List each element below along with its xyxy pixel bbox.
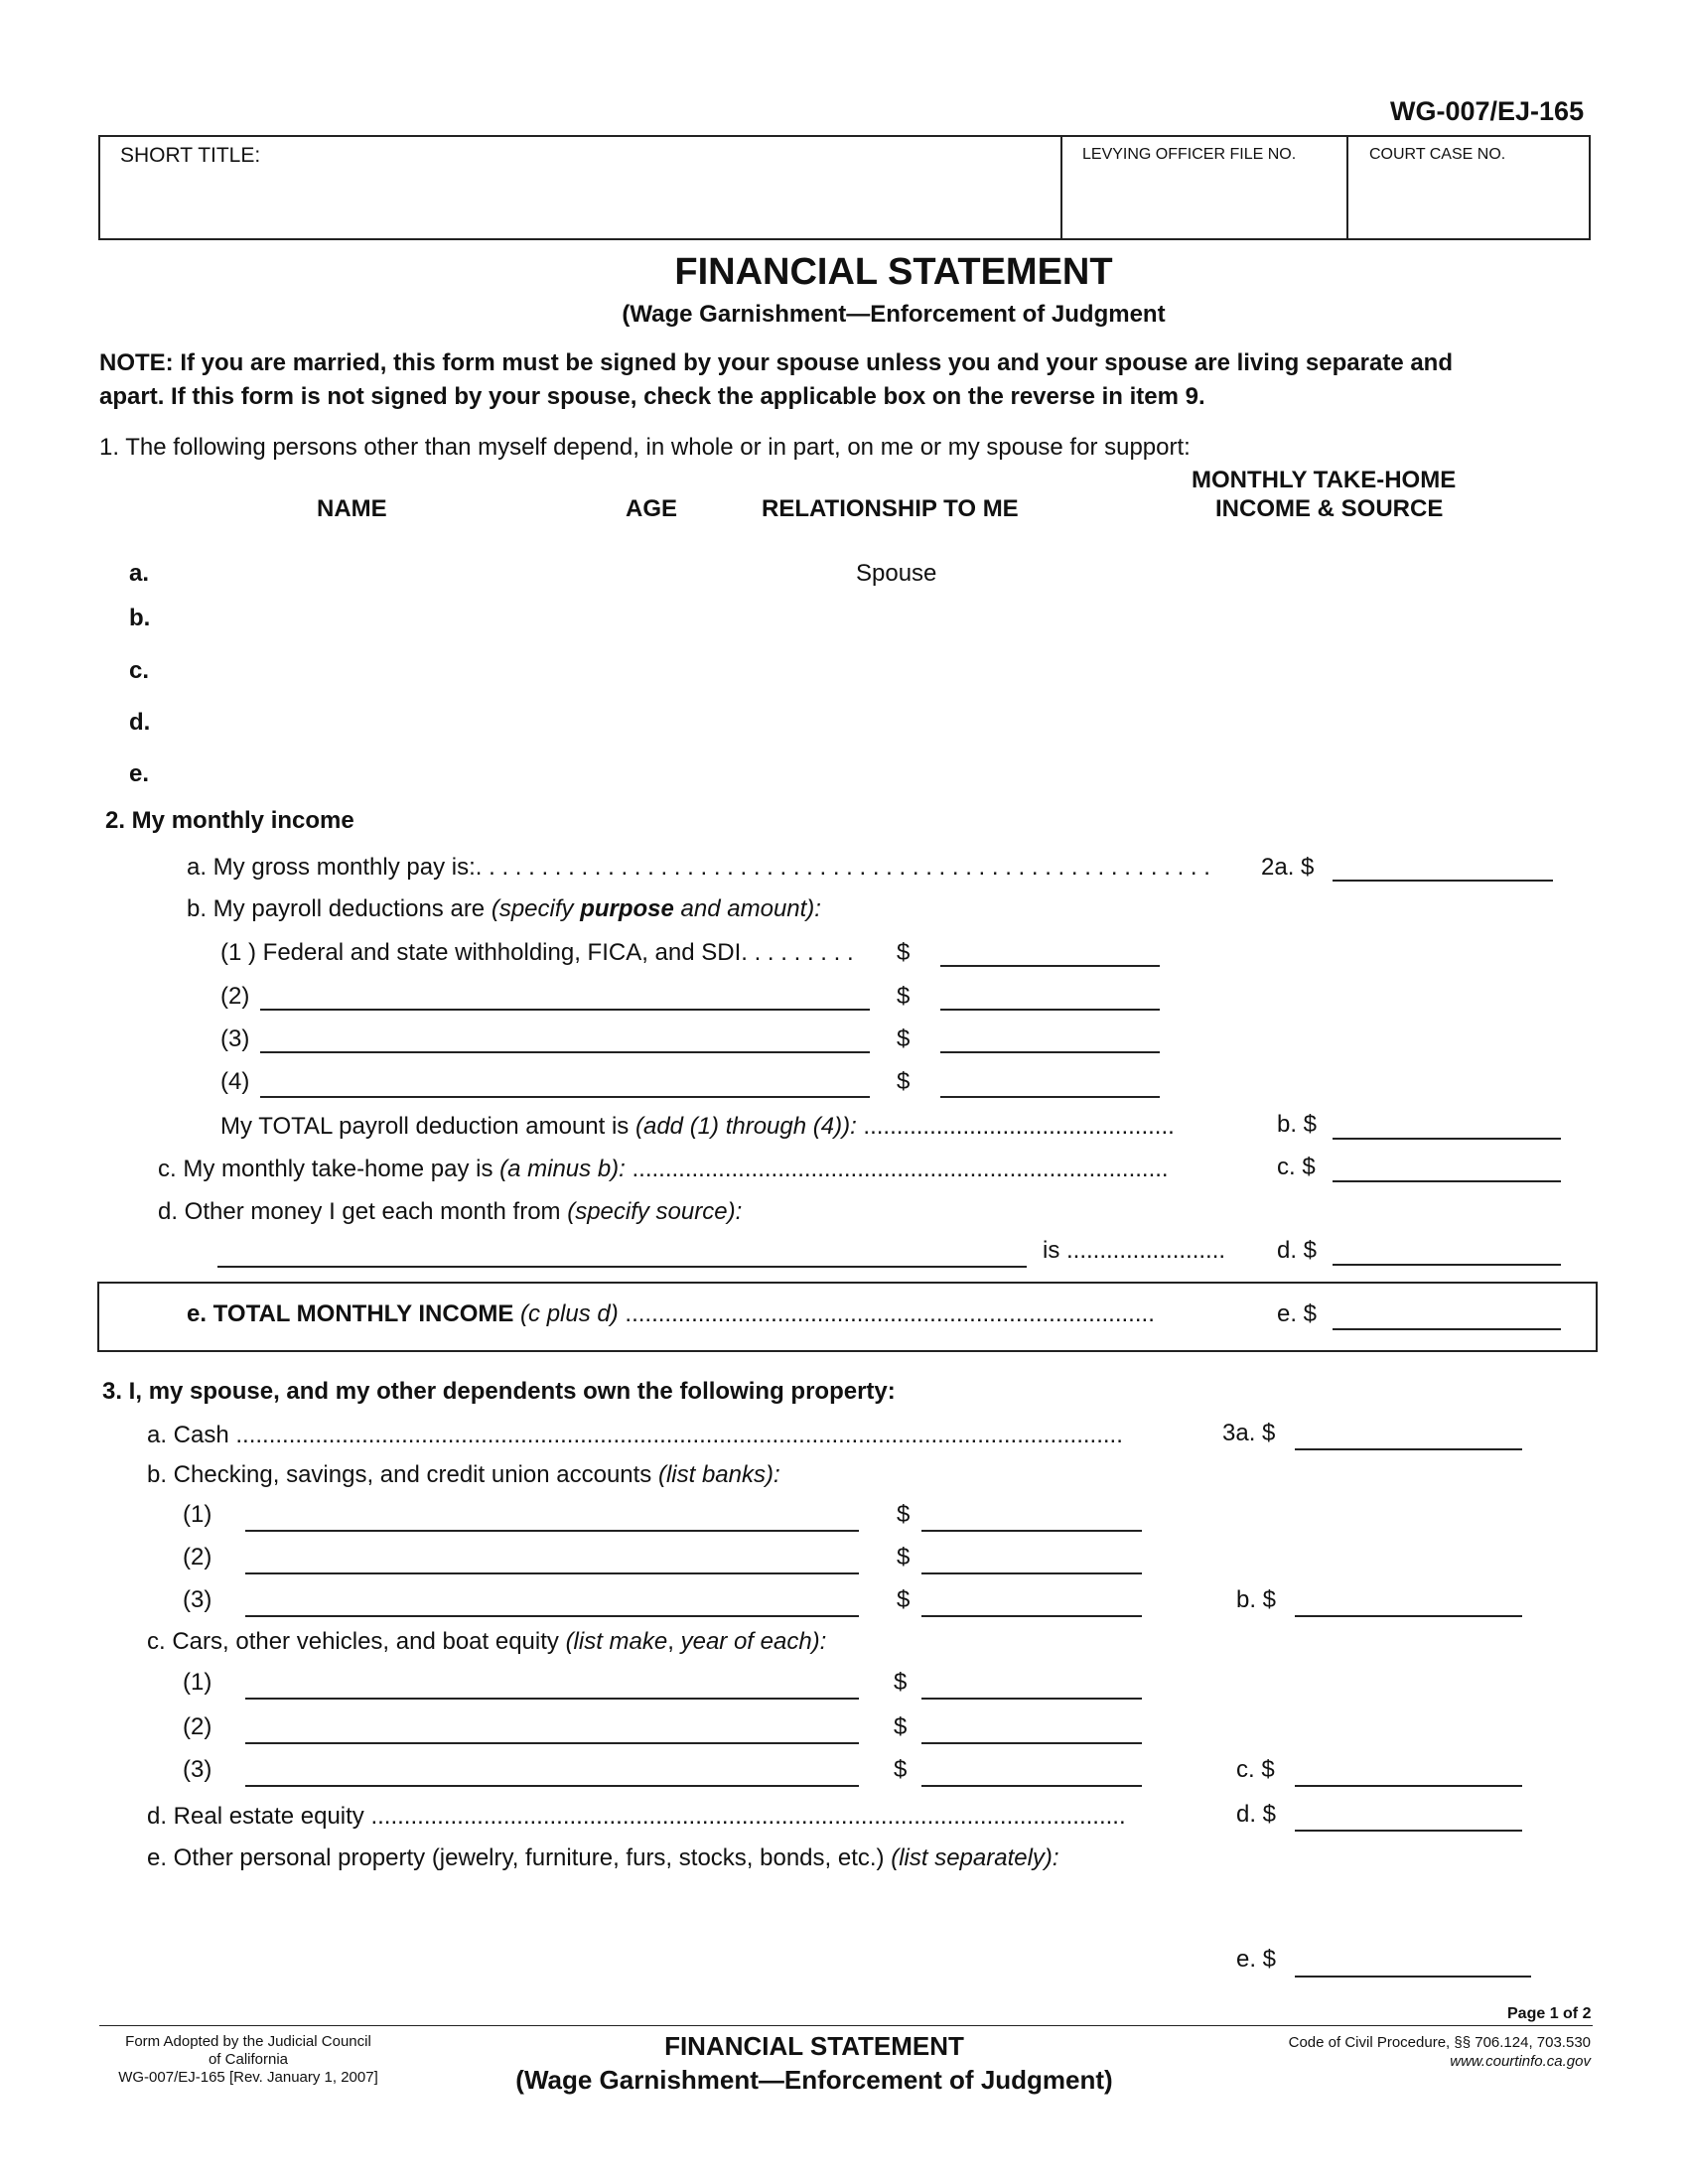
deduction-2-amount[interactable]: [940, 1009, 1160, 1011]
account-2-amount[interactable]: [921, 1572, 1142, 1574]
deduction-2-label: (2): [220, 983, 250, 1010]
page-number: Page 1 of 2: [1507, 2005, 1592, 2022]
accounts-total-ref: b. $: [1236, 1586, 1277, 1613]
total-deduction-label: My TOTAL payroll deduction amount is (add (1) through (4)): ...............................................: [220, 1113, 1175, 1140]
col-income-line1: MONTHLY TAKE-HOME: [1192, 467, 1457, 493]
levying-officer-label: LEVYING OFFICER FILE NO.: [1082, 146, 1297, 163]
other-money-field[interactable]: [1333, 1264, 1561, 1266]
take-home-label: c. My monthly take-home pay is (a minus b): .................................................................................: [158, 1156, 1169, 1182]
accounts-total-field[interactable]: [1295, 1615, 1522, 1617]
account-3-bank[interactable]: [245, 1615, 859, 1617]
short-title-label: SHORT TITLE:: [120, 144, 261, 167]
dependent-letter: a.: [129, 560, 150, 587]
dollar-sign: $: [897, 1501, 911, 1528]
real-estate-field[interactable]: [1295, 1830, 1522, 1832]
vehicles-total-field[interactable]: [1295, 1785, 1522, 1787]
account-2-bank[interactable]: [245, 1572, 859, 1574]
take-home-field[interactable]: [1333, 1180, 1561, 1182]
item1-text: 1. The following persons other than myself depend, in whole or in part, on me or my spouse for support:: [99, 434, 1191, 461]
dependent-letter: e.: [129, 760, 150, 787]
col-relationship: RELATIONSHIP TO ME: [762, 495, 1019, 522]
caption-divider: [1346, 135, 1348, 240]
footer-code: Code of Civil Procedure, §§ 706.124, 703.530: [1288, 2034, 1591, 2051]
deduction-2-purpose[interactable]: [260, 1009, 870, 1011]
court-case-field[interactable]: [1356, 171, 1583, 234]
vehicle-1-amount[interactable]: [921, 1698, 1142, 1700]
short-title-field[interactable]: [109, 171, 1053, 234]
real-estate-label: d. Real estate equity ..................................................................................................................: [147, 1803, 1126, 1830]
dollar-sign: $: [897, 939, 911, 966]
deduction-3-label: (3): [220, 1025, 250, 1052]
total-income-field[interactable]: [1333, 1328, 1561, 1330]
caption-divider: [1060, 135, 1062, 240]
vehicles-label: c. Cars, other vehicles, and boat equity (list make, year of each):: [147, 1628, 827, 1655]
vehicle-2-amount[interactable]: [921, 1742, 1142, 1744]
personal-property-field[interactable]: [1295, 1976, 1531, 1978]
vehicle-3-amount[interactable]: [921, 1785, 1142, 1787]
deduction-3-purpose[interactable]: [260, 1051, 870, 1053]
payroll-deductions-label: b. My payroll deductions are (specify purpose and amount):: [187, 895, 821, 922]
total-income-ref: e. $: [1277, 1300, 1318, 1327]
item2-heading: 2. My monthly income: [105, 807, 354, 834]
other-money-ref: d. $: [1277, 1237, 1318, 1264]
footer-title: FINANCIAL STATEMENT: [664, 2031, 964, 2061]
note-line: NOTE: If you are married, this form must be signed by your spouse unless you and your spouse are living separate and: [99, 349, 1453, 376]
gross-pay-field[interactable]: [1333, 880, 1553, 882]
gross-pay-ref: 2a. $: [1261, 854, 1315, 881]
vehicle-2-number: (2): [183, 1713, 212, 1740]
dependent-letter: d.: [129, 709, 151, 736]
deduction-1-amount[interactable]: [940, 965, 1160, 967]
dollar-sign: $: [897, 1025, 911, 1052]
dollar-sign: $: [897, 1586, 911, 1613]
court-case-label: COURT CASE NO.: [1369, 146, 1506, 163]
account-1-amount[interactable]: [921, 1530, 1142, 1532]
accounts-label: b. Checking, savings, and credit union accounts (list banks):: [147, 1461, 780, 1488]
other-money-source[interactable]: [217, 1266, 1027, 1268]
personal-property-label: e. Other personal property (jewelry, furniture, furs, stocks, bonds, etc.) (list separately):: [147, 1844, 1059, 1871]
cash-ref: 3a. $: [1222, 1420, 1276, 1446]
vehicle-3-number: (3): [183, 1756, 212, 1783]
col-income-line2: INCOME & SOURCE: [1215, 495, 1444, 522]
vehicle-2-description[interactable]: [245, 1742, 859, 1744]
dollar-sign: $: [894, 1713, 908, 1740]
note-line: apart. If this form is not signed by your spouse, check the applicable box on the reverse in item 9.: [99, 383, 1205, 410]
account-3-amount[interactable]: [921, 1615, 1142, 1617]
dollar-sign: $: [894, 1756, 908, 1783]
deduction-1-label: (1 ) Federal and state withholding, FICA, and SDI. . . . . . . . .: [220, 939, 854, 966]
other-money-label: d. Other money I get each month from (specify source):: [158, 1198, 743, 1225]
footer-rule: [99, 2025, 1593, 2026]
account-1-number: (1): [183, 1501, 212, 1528]
dependent-letter: c.: [129, 657, 150, 684]
cash-field[interactable]: [1295, 1448, 1522, 1450]
dollar-sign: $: [897, 1068, 911, 1095]
personal-property-ref: e. $: [1236, 1946, 1277, 1973]
vehicle-1-number: (1): [183, 1669, 212, 1696]
dependent-relationship: Spouse: [856, 560, 937, 587]
vehicle-3-description[interactable]: [245, 1785, 859, 1787]
dollar-sign: $: [897, 983, 911, 1010]
deduction-4-amount[interactable]: [940, 1096, 1160, 1098]
cash-label: a. Cash ......................................................................................................................................: [147, 1422, 1123, 1448]
levying-officer-field[interactable]: [1070, 171, 1338, 234]
footer-subtitle: (Wage Garnishment—Enforcement of Judgment): [515, 2065, 1113, 2095]
account-2-number: (2): [183, 1544, 212, 1570]
total-deduction-ref: b. $: [1277, 1111, 1318, 1138]
form-subtitle: (Wage Garnishment—Enforcement of Judgment: [622, 301, 1166, 328]
form-title: FINANCIAL STATEMENT: [674, 251, 1113, 293]
dependent-letter: b.: [129, 605, 151, 631]
footer-adopted: Form Adopted by the Judicial Council of California WG-007/EJ-165 [Rev. January 1, 2007]: [118, 2033, 378, 2086]
deduction-4-purpose[interactable]: [260, 1096, 870, 1098]
col-name: NAME: [317, 495, 387, 522]
take-home-ref: c. $: [1277, 1154, 1316, 1180]
dollar-sign: $: [897, 1544, 911, 1570]
total-income-label: e. TOTAL MONTHLY INCOME (c plus d) ................................................................................: [187, 1300, 1155, 1327]
real-estate-ref: d. $: [1236, 1801, 1277, 1828]
dollar-sign: $: [894, 1669, 908, 1696]
col-age: AGE: [626, 495, 678, 522]
vehicle-1-description[interactable]: [245, 1698, 859, 1700]
total-deduction-field[interactable]: [1333, 1138, 1561, 1140]
account-1-bank[interactable]: [245, 1530, 859, 1532]
gross-pay-label: a. My gross monthly pay is:. . . . . . . . . . . . . . . . . . . . . . . . . . . . . . . . . . . . . . . . . . . . . . . . . . . . . . . .: [187, 854, 1210, 881]
form-number: WG-007/EJ-165: [1390, 96, 1585, 126]
footer-website[interactable]: www.courtinfo.ca.gov: [1450, 2053, 1591, 2070]
account-3-number: (3): [183, 1586, 212, 1613]
vehicles-total-ref: c. $: [1236, 1756, 1275, 1783]
deduction-3-amount[interactable]: [940, 1051, 1160, 1053]
other-money-is: is ........................: [1043, 1237, 1226, 1264]
item3-heading: 3. I, my spouse, and my other dependents own the following property:: [102, 1378, 896, 1405]
deduction-4-label: (4): [220, 1068, 250, 1095]
